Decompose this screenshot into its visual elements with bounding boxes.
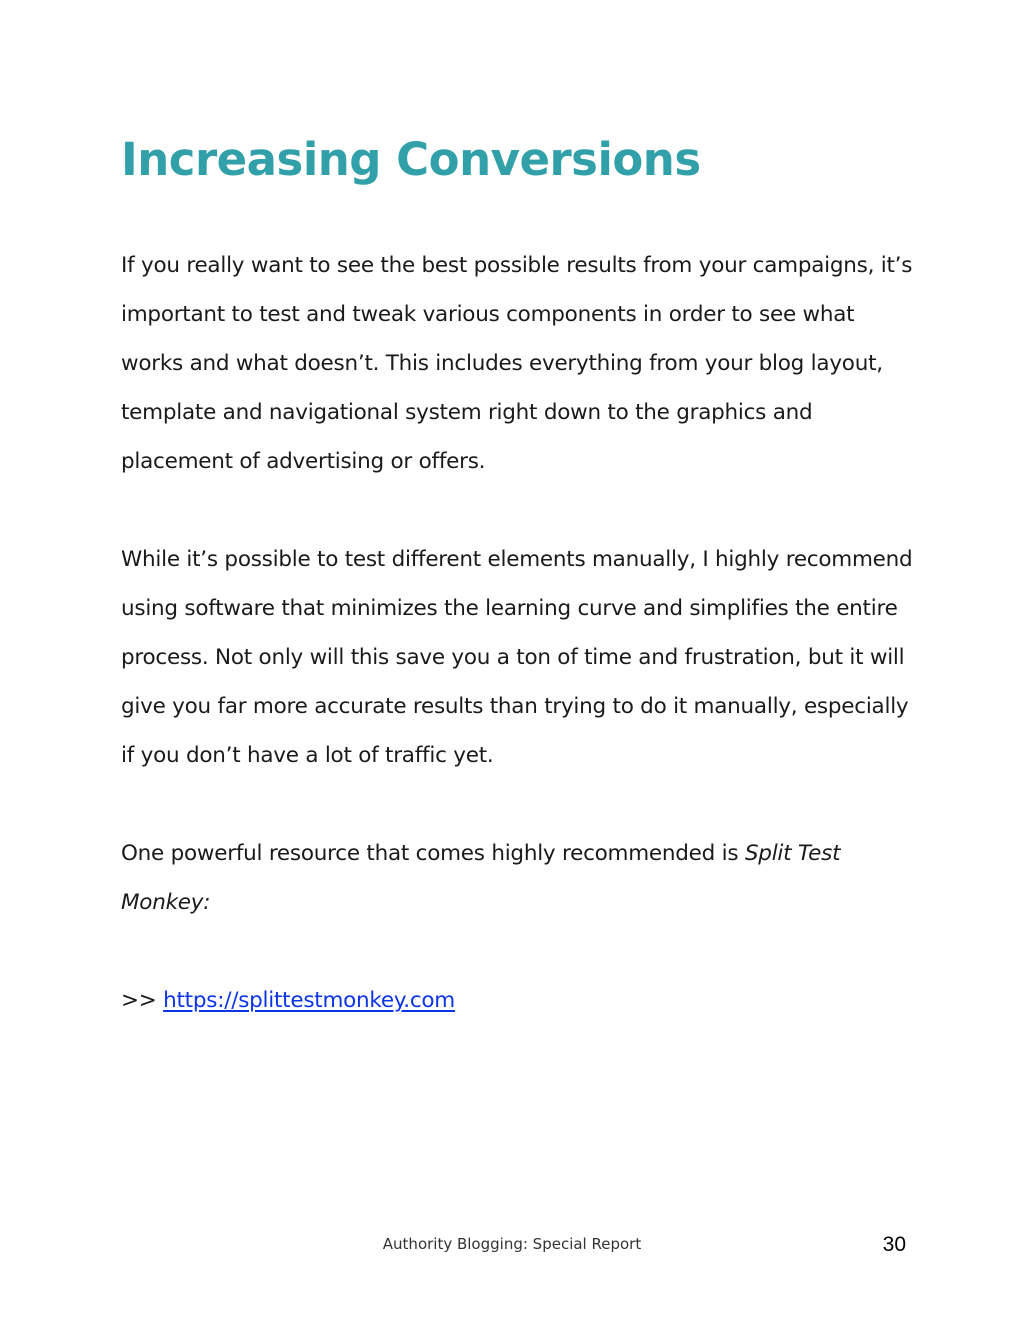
- resource-name: Split Test Monkey:: [121, 841, 841, 915]
- page-content: [121, 128, 921, 1025]
- paragraph-resource: [121, 829, 921, 927]
- footer-label: Authority Blogging: Special Report: [382, 1235, 642, 1253]
- paragraph-software-recommendation: While it’s possible to test different elements manually, I highly recommend using software that minimizes the learning curve and simplifies the entire process. Not only will this save you a ton of time and frustration, but it will give you far more accurate results than trying to do it manually, especially if you don’t have a lot of traffic yet.: [121, 547, 913, 768]
- resource-intro-text: One powerful resource that comes highly recommended is: [121, 841, 745, 866]
- page-title: Increasing Conversions: [121, 133, 701, 186]
- split-test-monkey-link[interactable]: https://splittestmonkey.com: [163, 988, 456, 1013]
- page-number: 30: [882, 1233, 906, 1256]
- link-prefix: >>: [121, 988, 164, 1013]
- link-line: [121, 976, 921, 1025]
- paragraph-testing-intro: If you really want to see the best possible results from your campaigns, it’s important to test and tweak various components in order to see what works and what doesn’t. This includes everything from your blog layout, template and navigational system right down to the graphics and placement of advertising or offers.: [121, 253, 913, 474]
